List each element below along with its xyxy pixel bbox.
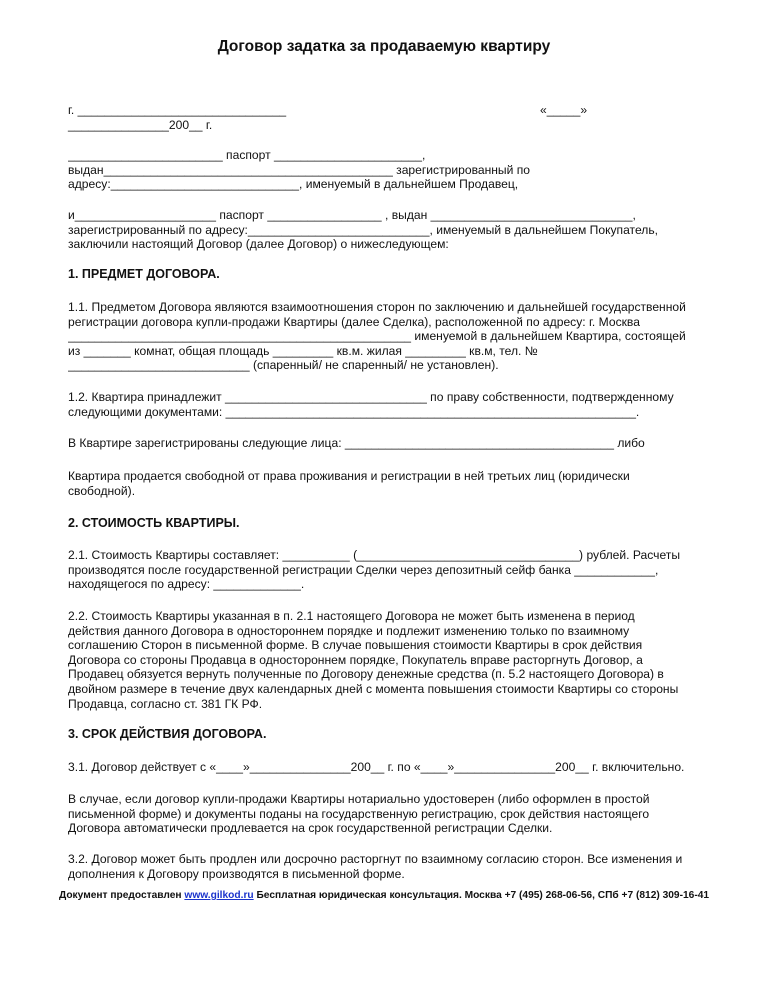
text-line: 2.1. Стоимость Квартиры составляет: __________ (_________________________________) рублей. Расчеты	[68, 548, 681, 562]
text-line: 1.1. Предметом Договора являются взаимоотношения сторон по заключению и дальнейшей государственной	[68, 300, 686, 314]
text-line: Договора автоматически продлевается на срок государственной регистрации Сделки.	[68, 821, 553, 836]
text-line: следующими документами: _____________________________________________________________.	[68, 404, 640, 419]
text-line: ___________________________________________________ именуемой в дальнейшем Квартира, состоящей	[68, 329, 686, 344]
paragraph-3-1	[68, 760, 720, 775]
text-line: соглашению Сторон в письменной форме. В случае повышения стоимости Квартиры в срок действия	[68, 638, 643, 653]
paragraph-3-2	[68, 852, 720, 881]
buyer-line: зарегистрированный по адресу:___________________________, именуемый в дальнейшем Покупатель,	[68, 222, 659, 237]
text-line: Договора со стороны Продавца в одностороннем порядке, Покупатель вправе расторгнуть Договор, а	[68, 652, 643, 667]
section-heading: 1. ПРЕДМЕТ ДОГОВОРА.	[68, 267, 220, 281]
text-line: производятся после государственной регистрации Сделки через депозитный сейф банка ____________,	[68, 562, 659, 577]
document-title: Договор задатка за продаваемую квартиру	[217, 38, 551, 55]
footer-contacts: Бесплатная юридическая консультация. Москва +7 (495) 268-06-56, СПб +7 (812) 309-16-41	[253, 890, 710, 901]
year-line: _______________200__ г.	[68, 118, 213, 132]
section-heading: 3. СРОК ДЕЙСТВИЯ ДОГОВОРА.	[68, 727, 267, 741]
buyer-line: и_____________________ паспорт _________________ , выдан ______________________________,	[68, 208, 636, 222]
date-field: «_____»	[540, 103, 588, 117]
text-line: ___________________________ (спаренный/ не спаренный/ не установлен).	[68, 358, 499, 373]
seller-block	[68, 148, 720, 192]
text-line: двойном размере в течение двух календарных дней с момента повышения стоимости Квартиры со стороны	[68, 681, 679, 696]
paragraph-notary	[68, 792, 720, 836]
text-line: В Квартире зарегистрированы следующие лица: ________________________________________ либо	[68, 436, 645, 450]
text-line: из _______ комнат, общая площадь _________ кв.м. жилая _________ кв.м, тел. №	[68, 343, 538, 358]
text-line: Квартира продается свободной от права проживания и регистрации в ней третьих лиц (юридически	[68, 469, 630, 483]
paragraph-registered	[68, 436, 720, 451]
city-line: г. _______________________________	[68, 103, 287, 117]
text-line: свободной).	[68, 483, 136, 498]
paragraph-free	[68, 469, 720, 498]
text-line: дополнения к Договору производятся в письменной форме.	[68, 866, 405, 881]
footer-prefix: Документ предоставлен	[58, 890, 185, 901]
site-link[interactable]: www.gilkod.ru	[184, 890, 254, 901]
paragraph-1-1	[68, 300, 720, 373]
text-line: регистрации договора купли-продажи Квартиры (далее Сделка), расположенной по адресу: г. Москва	[68, 314, 640, 329]
text-line: 3.2. Договор может быть продлен или досрочно расторгнут по взаимному согласию сторон. Все изменения и	[68, 852, 683, 866]
footer	[0, 890, 768, 901]
text-line: Продавец обязуется вернуть полученные по Договору денежные средства (п. 5.2 настоящего Договора) в	[68, 667, 664, 682]
text-line: 2.2. Стоимость Квартиры указанная в п. 2.1 настоящего Договора не может быть изменена в период	[68, 609, 635, 623]
text-line: 1.2. Квартира принадлежит ______________________________ по праву собственности, подтвержденному	[68, 390, 674, 404]
section-heading: 2. СТОИМОСТЬ КВАРТИРЫ.	[68, 516, 240, 530]
paragraph-2-1	[68, 548, 720, 592]
text-line: Продавца, согласно ст. 381 ГК РФ.	[68, 696, 263, 711]
paragraph-2-2	[68, 609, 720, 711]
buyer-block	[68, 208, 720, 252]
seller-line: _______________________ паспорт ______________________,	[68, 148, 426, 162]
text-line: действия данного Договора в одностороннем порядке и подлежит изменению только по взаимному	[68, 623, 630, 638]
text-line: находящегося по адресу: _____________.	[68, 577, 305, 592]
text-line: В случае, если договор купли-продажи Квартиры нотариально удостоверен (либо оформлен в простой	[68, 792, 650, 806]
seller-line: выдан___________________________________________ зарегистрированный по	[68, 162, 531, 177]
text-line: 3.1. Договор действует с «____»_______________200__ г. по «____»_______________200__ г. включительно.	[68, 760, 685, 774]
text-line: письменной форме) и документы поданы на государственную регистрацию, срок действия настоящего	[68, 806, 650, 821]
seller-line: адресу:____________________________, именуемый в дальнейшем Продавец,	[68, 177, 519, 192]
paragraph-1-2	[68, 390, 720, 419]
buyer-line: заключили настоящий Договор (далее Договор) о нижеследующем:	[68, 237, 449, 252]
